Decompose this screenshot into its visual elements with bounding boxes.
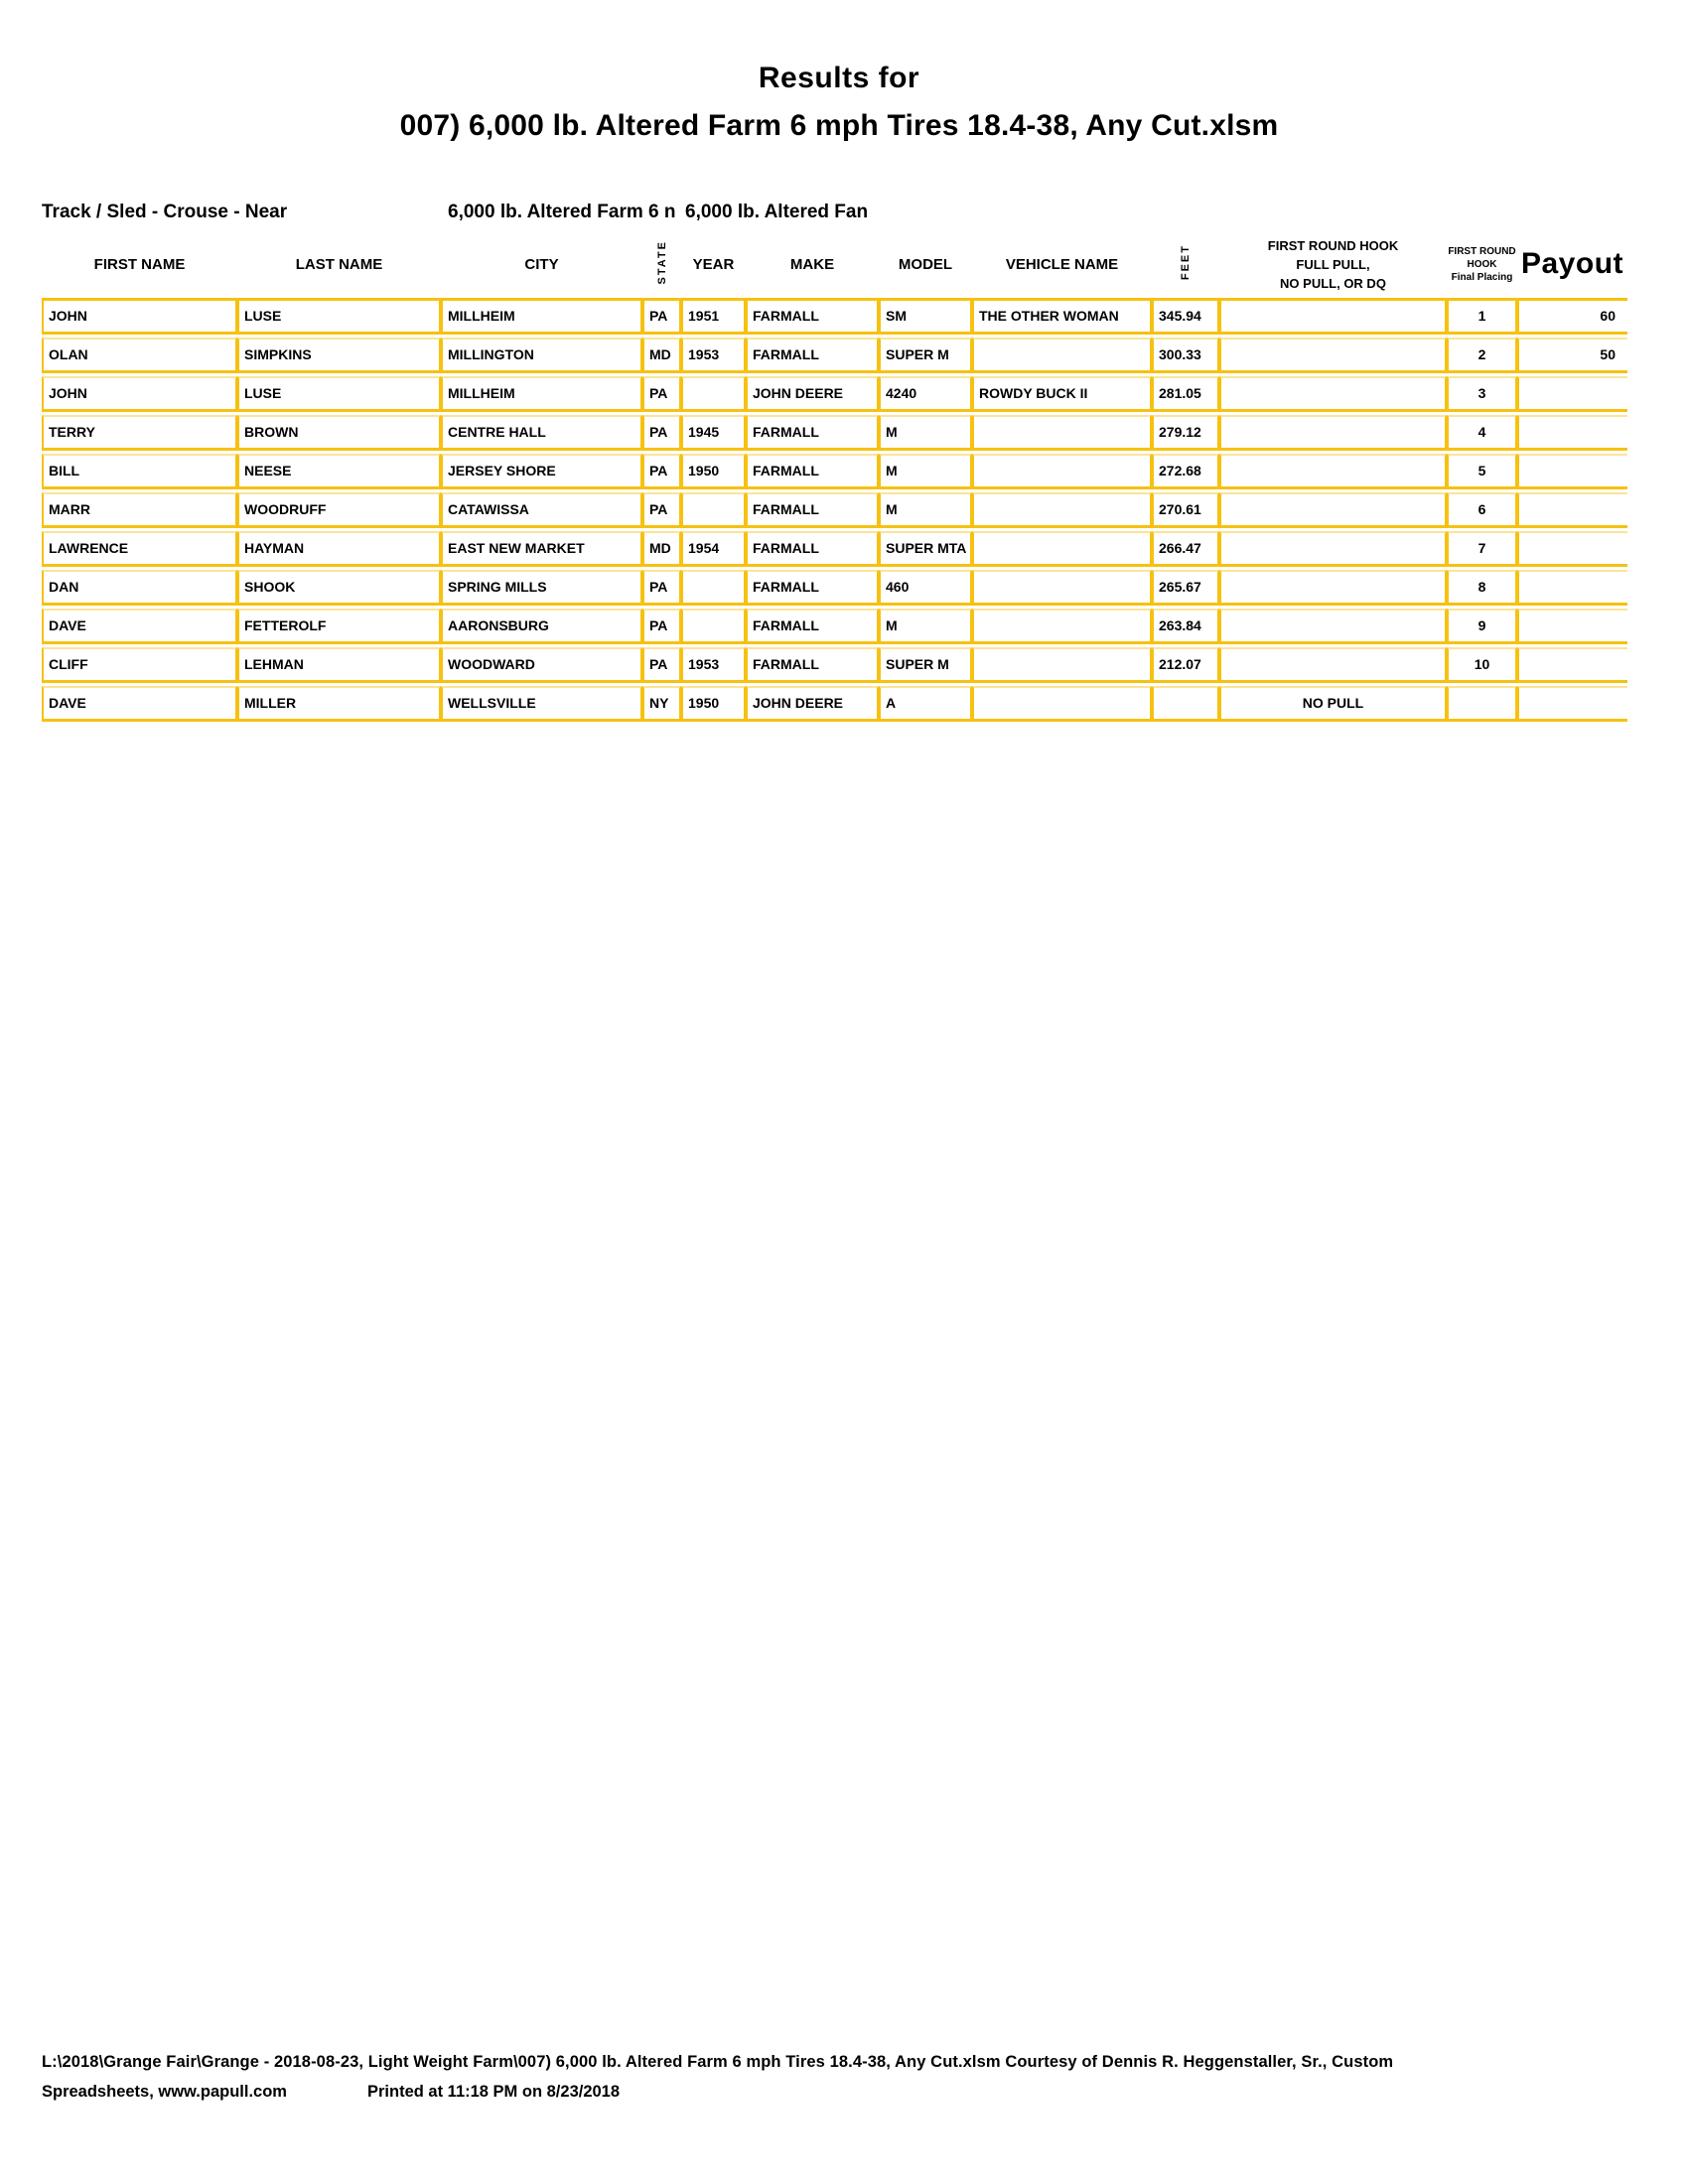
table-row: [42, 570, 1627, 606]
header-hook-line1: FIRST ROUND HOOK: [1267, 237, 1399, 253]
cell-state: MD: [642, 338, 681, 373]
header-first-round-hook: [1219, 233, 1447, 295]
cell-year: 1945: [681, 415, 746, 451]
cell-payout: [1517, 686, 1627, 722]
header-vehicle-name: VEHICLE NAME: [1005, 255, 1119, 273]
cell-make: FARMALL: [746, 454, 879, 489]
cell-final-placing: 10: [1447, 647, 1517, 683]
cell-state: PA: [642, 415, 681, 451]
cell-city: WOODWARD: [441, 647, 642, 683]
cell-state: PA: [642, 492, 681, 528]
cell-feet: 272.68: [1152, 454, 1219, 489]
cell-payout: [1517, 570, 1627, 606]
footer-line2: [42, 2083, 1670, 2105]
header-feet: [1152, 233, 1219, 295]
cell-state: PA: [642, 454, 681, 489]
cell-make: FARMALL: [746, 647, 879, 683]
cell-feet: 281.05: [1152, 376, 1219, 412]
cell-first-name: OLAN: [42, 338, 237, 373]
cell-make: JOHN DEERE: [746, 686, 879, 722]
cell-make: FARMALL: [746, 415, 879, 451]
cell-make: FARMALL: [746, 570, 879, 606]
cell-city: AARONSBURG: [441, 609, 642, 644]
cell-year: [681, 492, 746, 528]
table-row: [42, 376, 1627, 412]
cell-payout: [1517, 415, 1627, 451]
cell-feet: 300.33: [1152, 338, 1219, 373]
cell-first-name: DAN: [42, 570, 237, 606]
cell-final-placing: 3: [1447, 376, 1517, 412]
cell-year: [681, 609, 746, 644]
cell-feet: [1152, 686, 1219, 722]
cell-final-placing: [1447, 686, 1517, 722]
cell-vehicle-name: ROWDY BUCK II: [972, 376, 1152, 412]
page-title-line2: 007) 6,000 lb. Altered Farm 6 mph Tires 18.4-38, Any Cut.xlsm: [399, 109, 1279, 142]
header-placing-line3: Final Placing: [1451, 271, 1513, 283]
cell-first-round-hook: [1219, 415, 1447, 451]
cell-last-name: SHOOK: [237, 570, 441, 606]
cell-model: M: [879, 415, 972, 451]
cell-feet: 270.61: [1152, 492, 1219, 528]
cell-year: 1954: [681, 531, 746, 567]
cell-payout: 50: [1517, 338, 1627, 373]
cell-final-placing: 7: [1447, 531, 1517, 567]
table-row: [42, 647, 1627, 683]
cell-model: 460: [879, 570, 972, 606]
header-feet-label: FEET: [1180, 243, 1192, 281]
cell-vehicle-name: [972, 338, 1152, 373]
cell-first-name: JOHN: [42, 376, 237, 412]
header-make: MAKE: [789, 255, 835, 273]
header-hook-line2: FULL PULL,: [1296, 256, 1370, 272]
cell-year: 1953: [681, 647, 746, 683]
table-row: [42, 492, 1627, 528]
header-year: YEAR: [692, 255, 735, 273]
cell-first-round-hook: [1219, 570, 1447, 606]
cell-state: PA: [642, 298, 681, 335]
cell-first-name: BILL: [42, 454, 237, 489]
cell-last-name: MILLER: [237, 686, 441, 722]
table-row: [42, 298, 1627, 335]
header-model: MODEL: [898, 255, 953, 273]
cell-year: [681, 376, 746, 412]
cell-vehicle-name: [972, 492, 1152, 528]
cell-vehicle-name: THE OTHER WOMAN: [972, 298, 1152, 335]
cell-feet: 265.67: [1152, 570, 1219, 606]
header-last-name: LAST NAME: [295, 255, 383, 273]
results-table-body: [42, 298, 1627, 722]
cell-city: WELLSVILLE: [441, 686, 642, 722]
cell-year: 1950: [681, 454, 746, 489]
cell-first-round-hook: [1219, 609, 1447, 644]
cell-final-placing: 4: [1447, 415, 1517, 451]
cell-first-round-hook: [1219, 647, 1447, 683]
cell-last-name: WOODRUFF: [237, 492, 441, 528]
cell-city: CENTRE HALL: [441, 415, 642, 451]
cell-last-name: NEESE: [237, 454, 441, 489]
table-row: [42, 531, 1627, 567]
cell-feet: 266.47: [1152, 531, 1219, 567]
header-placing-line2: HOOK: [1467, 258, 1497, 270]
results-table-header: [42, 233, 1627, 295]
class-name-right: 6,000 lb. Altered Fan: [685, 202, 869, 222]
cell-model: M: [879, 454, 972, 489]
cell-city: JERSEY SHORE: [441, 454, 642, 489]
cell-final-placing: 6: [1447, 492, 1517, 528]
cell-payout: [1517, 647, 1627, 683]
cell-city: EAST NEW MARKET: [441, 531, 642, 567]
cell-city: MILLHEIM: [441, 298, 642, 335]
cell-first-round-hook: [1219, 492, 1447, 528]
page-title-line1: Results for: [758, 62, 920, 94]
cell-last-name: BROWN: [237, 415, 441, 451]
cell-first-name: MARR: [42, 492, 237, 528]
cell-make: FARMALL: [746, 609, 879, 644]
cell-year: 1951: [681, 298, 746, 335]
footer-printed-timestamp: Printed at 11:18 PM on 8/23/2018: [367, 2083, 621, 2101]
table-row: [42, 686, 1627, 722]
cell-feet: 212.07: [1152, 647, 1219, 683]
page-title: [0, 62, 1678, 143]
cell-make: FARMALL: [746, 492, 879, 528]
header-placing-line1: FIRST ROUND: [1448, 245, 1516, 257]
cell-first-name: TERRY: [42, 415, 237, 451]
footer-file-path: L:\2018\Grange Fair\Grange - 2018-08-23, Light Weight Farm\007) 6,000 lb. Altered Farm 6 mph Tires 18.4-38, Any Cut.xlsm Courtesy of Dennis R. Heggenstaller, Sr., Custom: [42, 2053, 1394, 2071]
header-row: [42, 233, 1627, 295]
cell-feet: 263.84: [1152, 609, 1219, 644]
cell-vehicle-name: [972, 415, 1152, 451]
cell-state: NY: [642, 686, 681, 722]
cell-final-placing: 9: [1447, 609, 1517, 644]
cell-state: PA: [642, 376, 681, 412]
cell-state: MD: [642, 531, 681, 567]
cell-final-placing: 2: [1447, 338, 1517, 373]
cell-first-round-hook: [1219, 376, 1447, 412]
cell-last-name: HAYMAN: [237, 531, 441, 567]
cell-last-name: LUSE: [237, 298, 441, 335]
footer-spreadsheets-label: Spreadsheets, www.papull.com: [42, 2083, 287, 2101]
cell-first-name: LAWRENCE: [42, 531, 237, 567]
cell-last-name: LEHMAN: [237, 647, 441, 683]
cell-state: PA: [642, 570, 681, 606]
cell-first-name: CLIFF: [42, 647, 237, 683]
cell-make: FARMALL: [746, 298, 879, 335]
cell-first-round-hook: [1219, 298, 1447, 335]
cell-payout: 60: [1517, 298, 1627, 335]
table-row: [42, 415, 1627, 451]
cell-state: PA: [642, 609, 681, 644]
cell-vehicle-name: [972, 454, 1152, 489]
cell-first-name: JOHN: [42, 298, 237, 335]
cell-model: M: [879, 492, 972, 528]
cell-last-name: SIMPKINS: [237, 338, 441, 373]
cell-payout: [1517, 454, 1627, 489]
cell-model: SUPER MTA: [879, 531, 972, 567]
header-city: CITY: [524, 255, 559, 273]
header-hook-line3: NO PULL, OR DQ: [1280, 275, 1386, 291]
cell-model: SUPER M: [879, 338, 972, 373]
cell-first-round-hook: NO PULL: [1219, 686, 1447, 722]
cell-year: 1953: [681, 338, 746, 373]
cell-vehicle-name: [972, 531, 1152, 567]
meta-row: [0, 202, 1688, 227]
cell-feet: 279.12: [1152, 415, 1219, 451]
cell-payout: [1517, 609, 1627, 644]
cell-payout: [1517, 492, 1627, 528]
cell-first-round-hook: [1219, 531, 1447, 567]
cell-make: FARMALL: [746, 338, 879, 373]
cell-model: M: [879, 609, 972, 644]
cell-payout: [1517, 376, 1627, 412]
cell-first-name: DAVE: [42, 686, 237, 722]
header-first-name: FIRST NAME: [93, 255, 186, 273]
cell-city: MILLHEIM: [441, 376, 642, 412]
table-row: [42, 454, 1627, 489]
cell-city: CATAWISSA: [441, 492, 642, 528]
table-row: [42, 609, 1627, 644]
cell-first-name: DAVE: [42, 609, 237, 644]
cell-final-placing: 5: [1447, 454, 1517, 489]
header-state: [642, 233, 681, 295]
track-sled-label: Track / Sled - Crouse - Near: [42, 202, 288, 222]
cell-model: SM: [879, 298, 972, 335]
table-row: [42, 338, 1627, 373]
header-final-placing: [1447, 233, 1517, 295]
cell-last-name: FETTEROLF: [237, 609, 441, 644]
cell-vehicle-name: [972, 647, 1152, 683]
page-footer: [42, 2053, 1670, 2105]
cell-first-round-hook: [1219, 454, 1447, 489]
cell-vehicle-name: [972, 686, 1152, 722]
cell-final-placing: 8: [1447, 570, 1517, 606]
header-state-label: STATE: [655, 239, 668, 285]
cell-last-name: LUSE: [237, 376, 441, 412]
header-payout: Payout: [1520, 247, 1624, 280]
class-name-left: 6,000 lb. Altered Farm 6 n: [448, 202, 676, 222]
cell-feet: 345.94: [1152, 298, 1219, 335]
cell-vehicle-name: [972, 609, 1152, 644]
cell-payout: [1517, 531, 1627, 567]
cell-vehicle-name: [972, 570, 1152, 606]
cell-model: 4240: [879, 376, 972, 412]
cell-state: PA: [642, 647, 681, 683]
results-table: [42, 230, 1627, 725]
cell-make: JOHN DEERE: [746, 376, 879, 412]
cell-year: [681, 570, 746, 606]
cell-model: A: [879, 686, 972, 722]
cell-model: SUPER M: [879, 647, 972, 683]
cell-year: 1950: [681, 686, 746, 722]
cell-final-placing: 1: [1447, 298, 1517, 335]
cell-city: SPRING MILLS: [441, 570, 642, 606]
cell-city: MILLINGTON: [441, 338, 642, 373]
cell-first-round-hook: [1219, 338, 1447, 373]
cell-make: FARMALL: [746, 531, 879, 567]
